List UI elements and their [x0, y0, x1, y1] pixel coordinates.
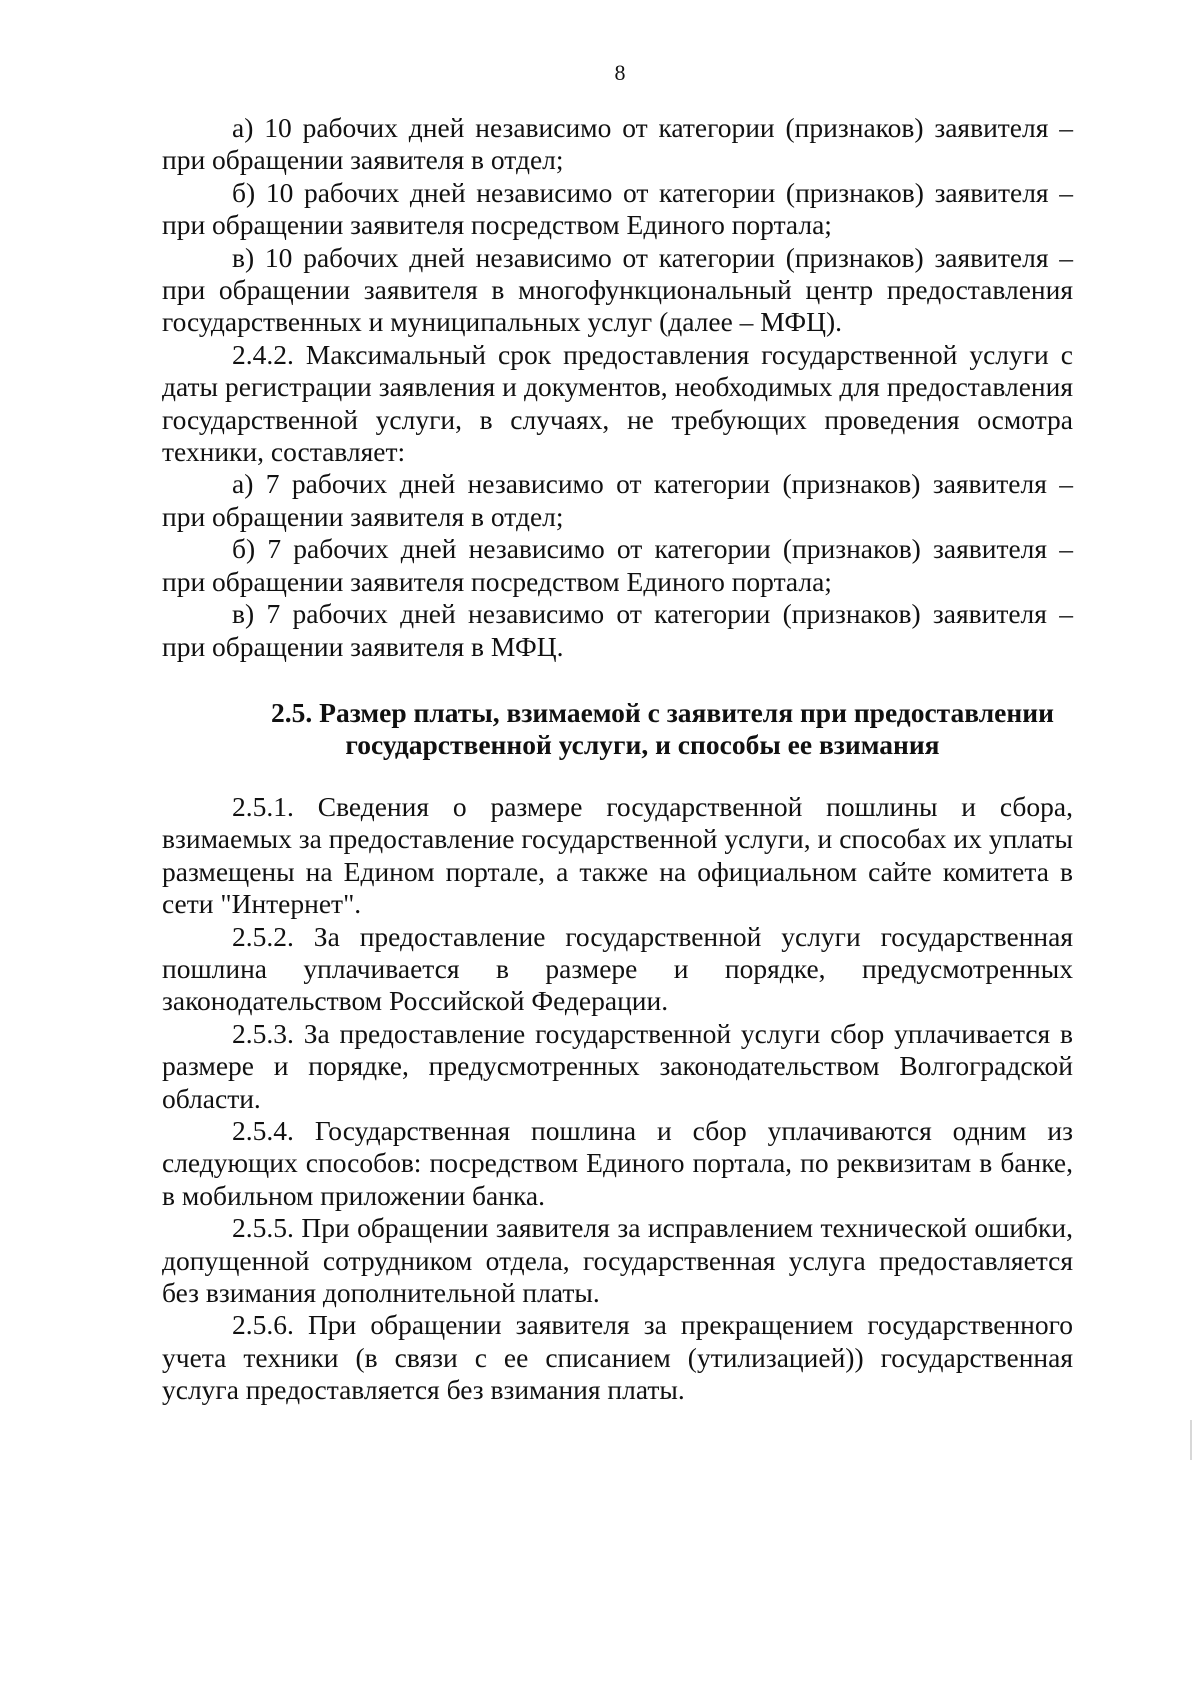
paragraph-2-4-2-a: а) 7 рабочих дней независимо от категории (признаков) заявителя – при обращении заявителя в отдел;: [162, 468, 1073, 532]
page-number: 8: [614, 60, 626, 85]
paragraph-2-5-2: 2.5.2. За предоставление государственной услуги государственная пошлина уплачивается в размере и порядке, предусмотренных законодательством Российской Федерации.: [162, 920, 1073, 1017]
paragraph-2-5-5: 2.5.5. При обращении заявителя за исправлением технической ошибки, допущенной сотрудником отдела, государственная услуга предоставляется без взимания дополнительной платы.: [162, 1212, 1073, 1308]
document-body: [162, 112, 1073, 1407]
paragraph-2-5-1: 2.5.1. Сведения о размере государственной пошлины и сбора, взимаемых за предоставление государственной услуги, и способах их уплаты размещены на Едином портале, а также на официальном сайте комитета в сети "Интернет".: [162, 790, 1073, 920]
paragraph-2-4-2: 2.4.2. Максимальный срок предоставления государственной услуги с даты регистрации заявления и документов, необходимых для предоставления государственной услуги, в случаях, не требующих проведения осмотра техники, составляет:: [162, 338, 1073, 468]
paragraph-2-4-1-c: в) 10 рабочих дней независимо от категории (признаков) заявителя – при обращении заявителя в многофункциональный центр предоставления государственных и муниципальных услуг (далее – МФЦ).: [162, 241, 1073, 338]
section-heading-line-1: 2.5. Размер платы, взимаемой с заявителя при предоставлении: [271, 696, 1054, 728]
paragraph-2-5-3: 2.5.3. За предоставление государственной услуги сбор уплачивается в размере и порядке, предусмотренных законодательством Волгоградской области.: [162, 1017, 1073, 1114]
paragraph-2-5-6: 2.5.6. При обращении заявителя за прекращением государственного учета техники (в связи с ее списанием (утилизацией)) государственная услуга предоставляется без взимания платы.: [162, 1309, 1073, 1406]
section-heading-line-2: государственной услуги, и способы ее взимания: [345, 728, 940, 760]
paragraph-2-4-2-c: в) 7 рабочих дней независимо от категории (признаков) заявителя – при обращении заявителя в МФЦ.: [162, 598, 1073, 662]
paragraph-2-5-4: 2.5.4. Государственная пошлина и сбор уплачиваются одним из следующих способов: посредством Единого портала, по реквизитам в банке, в мобильном приложении банка.: [162, 1114, 1073, 1211]
paragraph-2-4-2-b: б) 7 рабочих дней независимо от категории (признаков) заявителя – при обращении заявителя посредством Единого портала;: [162, 533, 1073, 597]
section-heading: [162, 697, 1073, 761]
paragraph-2-4-1-b: б) 10 рабочих дней независимо от категории (признаков) заявителя – при обращении заявителя посредством Единого портала;: [162, 176, 1073, 241]
scan-edge-mark: [1190, 1420, 1192, 1460]
paragraph-2-4-1-a: а) 10 рабочих дней независимо от категории (признаков) заявителя – при обращении заявителя в отдел;: [162, 112, 1073, 176]
